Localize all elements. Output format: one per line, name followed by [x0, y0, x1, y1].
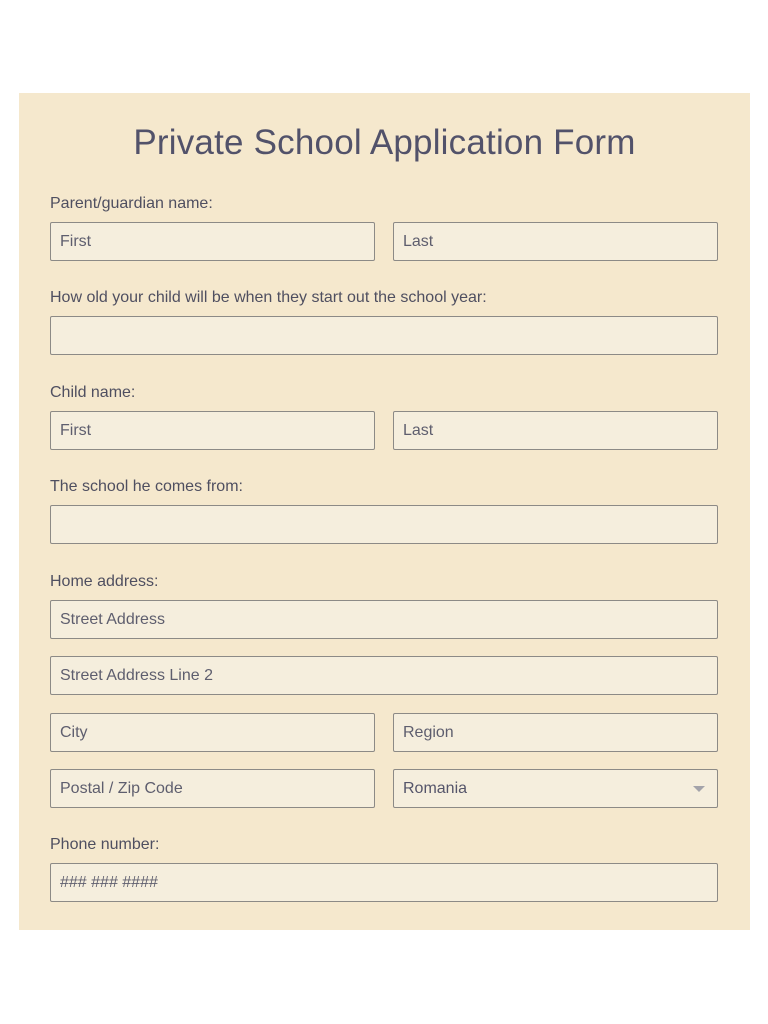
previous-school-label: The school he comes from:	[50, 478, 243, 495]
child-first-name-input[interactable]	[50, 411, 375, 450]
street-address-line2-input[interactable]	[50, 656, 718, 695]
parent-name-label: Parent/guardian name:	[50, 195, 213, 212]
chevron-down-icon	[693, 786, 705, 792]
postal-code-input[interactable]	[50, 769, 375, 808]
child-name-label: Child name:	[50, 384, 136, 401]
country-selected-value: Romania	[403, 780, 468, 797]
home-address-label: Home address:	[50, 573, 159, 590]
child-age-label: How old your child will be when they start out the school year:	[50, 289, 487, 306]
street-address-input[interactable]	[50, 600, 718, 639]
region-input[interactable]	[393, 713, 718, 752]
parent-first-name-input[interactable]	[50, 222, 375, 261]
parent-last-name-input[interactable]	[393, 222, 718, 261]
city-input[interactable]	[50, 713, 375, 752]
previous-school-input[interactable]	[50, 505, 718, 544]
child-age-input[interactable]	[50, 316, 718, 355]
phone-number-label: Phone number:	[50, 836, 160, 853]
application-form-card	[19, 93, 750, 930]
page-title: Private School Application Form	[133, 123, 636, 162]
child-last-name-input[interactable]	[393, 411, 718, 450]
country-select[interactable]	[393, 769, 718, 808]
phone-number-input[interactable]	[50, 863, 718, 902]
